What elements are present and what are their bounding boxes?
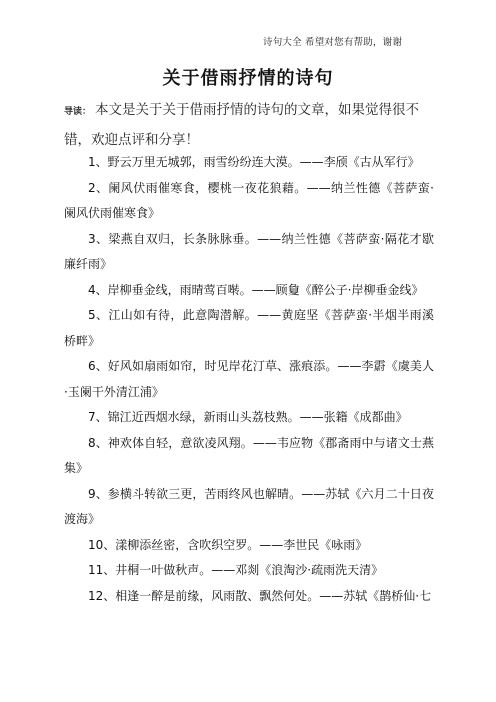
poem-item: 1、野云万里无城郭，雨雪纷纷连大漠。——李颀《古从军行》	[88, 155, 420, 169]
poem-list	[64, 150, 434, 609]
poem-item: 9、参横斗转欲三更，苦雨终风也解晴。——苏轼《六月二十日夜渡海》	[64, 486, 434, 526]
intro-paragraph	[64, 96, 434, 154]
poem-item: 7、锦江近西烟水绿，新雨山头荔枝熟。——张籍《成都曲》	[88, 410, 408, 424]
poem-item: 4、岸柳垂金线，雨晴莺百啭。——顾敻《醉公子·岸柳垂金线》	[88, 282, 424, 297]
poem-item: 12、相逢一醉是前缘，风雨散、飘然何处。——苏轼《鹊桥仙·七	[88, 588, 432, 603]
poem-item: 6、好风如扇雨如帘，时见岸花汀草、涨痕添。——李霨《虞美人·玉阑干外清江浦》	[64, 359, 434, 399]
poem-item: 10、漾柳添丝密，含吹织空罗。——李世民《咏雨》	[88, 537, 368, 552]
intro-label: 导读：	[64, 107, 92, 117]
intro-text: 本文是关于关于借雨抒情的诗句的文章，如果觉得很不错，欢迎点评和分享！	[64, 102, 420, 148]
page-title: 关于借雨抒情的诗句	[162, 68, 334, 89]
poem-item: 8、神欢体自轻，意欲凌风翔。——韦应物《郡斋雨中与诸文士燕集》	[64, 435, 434, 475]
poem-item: 3、梁燕自双归，长条脉脉垂。——纳兰性德《菩萨蛮·隔花才歇廉纤雨》	[64, 231, 434, 271]
poem-item: 2、阑风伏雨催寒食，樱桃一夜花狼藉。——纳兰性德《菩萨蛮·阑风伏雨催寒食》	[64, 180, 434, 220]
poem-item: 11、井桐一叶做秋声。——邓剡《浪淘沙·疏雨洗天清》	[88, 563, 384, 577]
header-note: 诗句大全 希望对您有帮助，谢谢	[263, 37, 403, 48]
poem-item: 5、江山如有待，此意陶潜解。——黄庭坚《菩萨蛮·半烟半雨溪桥畔》	[64, 308, 434, 348]
